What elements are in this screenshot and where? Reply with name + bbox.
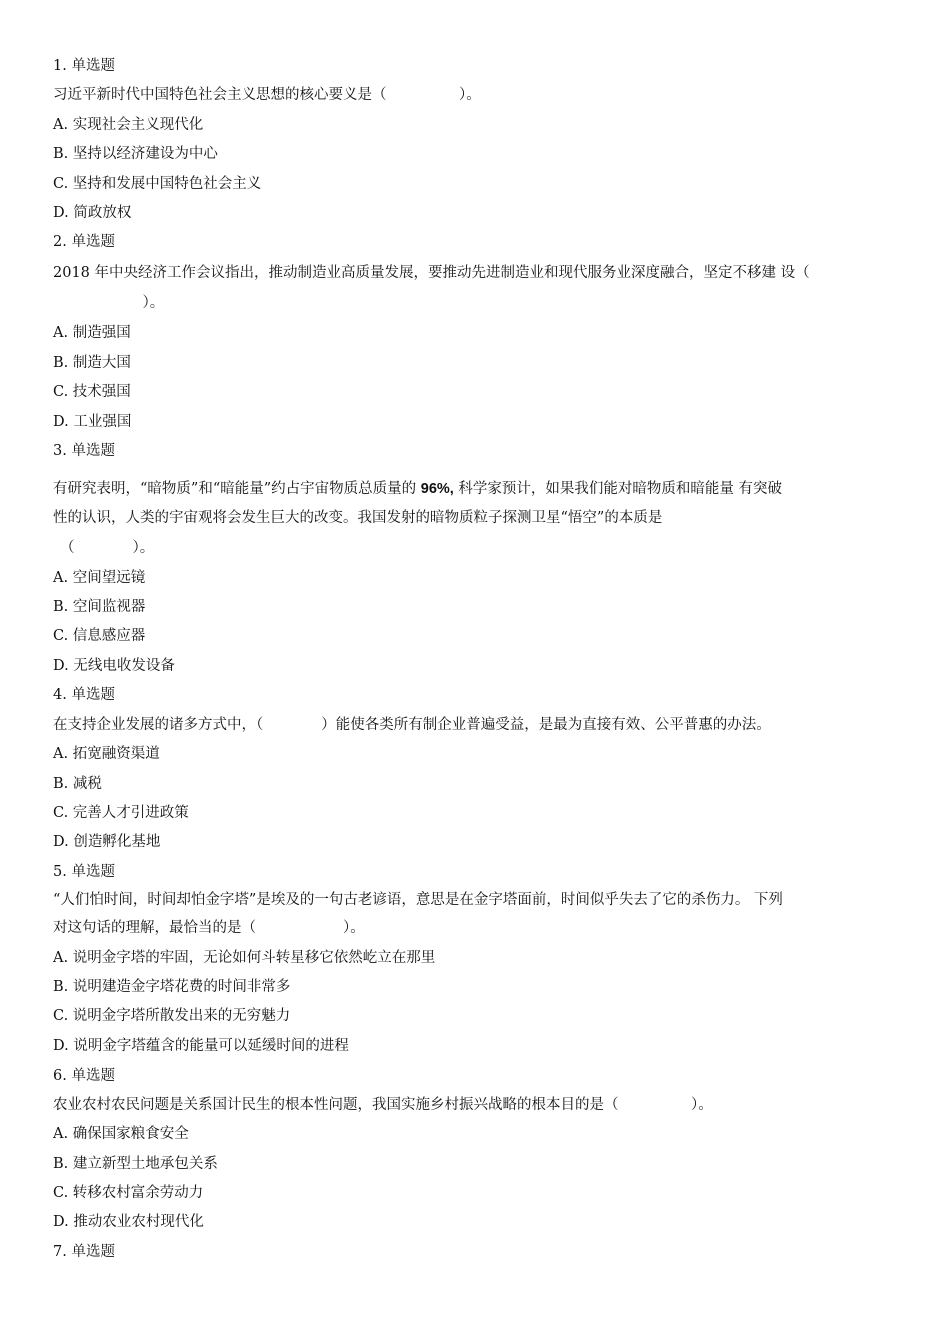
question-2-option-b: B. 制造大国 — [53, 355, 131, 371]
question-1-header: 1. 单选题 — [53, 58, 115, 74]
question-3-stem-line1-part-c: 科学家预计，如果我们能对暗物质和暗能量 有突破 — [453, 481, 783, 497]
question-1-option-c: C. 坚持和发展中国特色社会主义 — [53, 176, 262, 192]
question-4-option-b: B. 减税 — [53, 776, 102, 792]
question-6-option-b: B. 建立新型土地承包关系 — [53, 1156, 218, 1172]
question-3-stem-line3: （ ）。 — [60, 540, 155, 556]
question-3-stem-line1 — [53, 479, 782, 499]
question-5-option-b: B. 说明建造金字塔花费的时间非常多 — [53, 979, 291, 995]
question-4-stem: 在支持企业发展的诸多方式中，（ ）能使各类所有制企业普遍受益，是最为直接有效、公平普惠的办法。 — [53, 717, 771, 733]
question-3-percentage: 96%, — [420, 481, 454, 497]
question-6-stem: 农业农村农民问题是关系国计民生的根本性问题，我国实施乡村振兴战略的根本目的是（ ）。 — [53, 1097, 713, 1113]
question-1-option-a: A. 实现社会主义现代化 — [53, 117, 204, 133]
question-6-option-c: C. 转移农村富余劳动力 — [53, 1185, 204, 1201]
question-3-option-b: B. 空间监视器 — [53, 599, 146, 615]
question-3-option-a: A. 空间望远镜 — [53, 570, 146, 586]
question-2-header: 2. 单选题 — [53, 234, 115, 250]
question-4-option-c: C. 完善人才引进政策 — [53, 805, 189, 821]
question-5-header: 5. 单选题 — [53, 864, 115, 880]
question-4-option-d: D. 创造孵化基地 — [53, 834, 161, 850]
question-3-option-d: D. 无线电收发设备 — [53, 658, 175, 674]
question-2-option-a: A. 制造强国 — [53, 325, 131, 341]
question-6-option-d: D. 推动农业农村现代化 — [53, 1214, 204, 1230]
question-5-stem-line2: 对这句话的理解，最恰当的是（ ）。 — [53, 920, 365, 936]
question-2-stem-line1: 2018 年中央经济工作会议指出，推动制造业高质量发展，要推动先进制造业和现代服务业深度融合，坚定不移建 设（ — [53, 265, 810, 281]
question-3-option-c: C. 信息感应器 — [53, 628, 146, 644]
question-5-option-c: C. 说明金字塔所散发出来的无穷魅力 — [53, 1008, 291, 1024]
question-3-stem-line2: 性的认识，人类的宇宙观将会发生巨大的改变。我国发射的暗物质粒子探测卫星“悟空”的本质是 — [53, 510, 663, 526]
question-2-option-c: C. 技术强国 — [53, 384, 131, 400]
question-6-option-a: A. 确保国家粮食安全 — [53, 1126, 189, 1142]
question-7-header: 7. 单选题 — [53, 1244, 115, 1260]
question-3-stem-line1-part-a: 有研究表明，“暗物质”和“暗能量”约占宇宙物质总质量的 — [53, 481, 421, 497]
question-1-option-d: D. 简政放权 — [53, 205, 132, 221]
question-1-option-b: B. 坚持以经济建设为中心 — [53, 146, 218, 162]
question-3-header: 3. 单选题 — [53, 443, 115, 459]
question-5-stem-line1: “人们怕时间，时间却怕金字塔”是埃及的一句古老谚语，意思是在金字塔面前，时间似乎失去了它的杀伤力。 下列 — [53, 892, 783, 908]
question-4-option-a: A. 拓宽融资渠道 — [53, 746, 160, 762]
question-2-stem-line2: ）。 — [70, 295, 165, 311]
question-4-header: 4. 单选题 — [53, 687, 115, 703]
question-6-header: 6. 单选题 — [53, 1068, 115, 1084]
question-5-option-d: D. 说明金字塔蕴含的能量可以延缓时间的进程 — [53, 1038, 349, 1054]
question-1-stem: 习近平新时代中国特色社会主义思想的核心要义是（ ）。 — [53, 87, 481, 103]
question-2-option-d: D. 工业强国 — [53, 414, 132, 430]
question-5-option-a: A. 说明金字塔的牢固，无论如何斗转星移它依然屹立在那里 — [53, 950, 436, 966]
